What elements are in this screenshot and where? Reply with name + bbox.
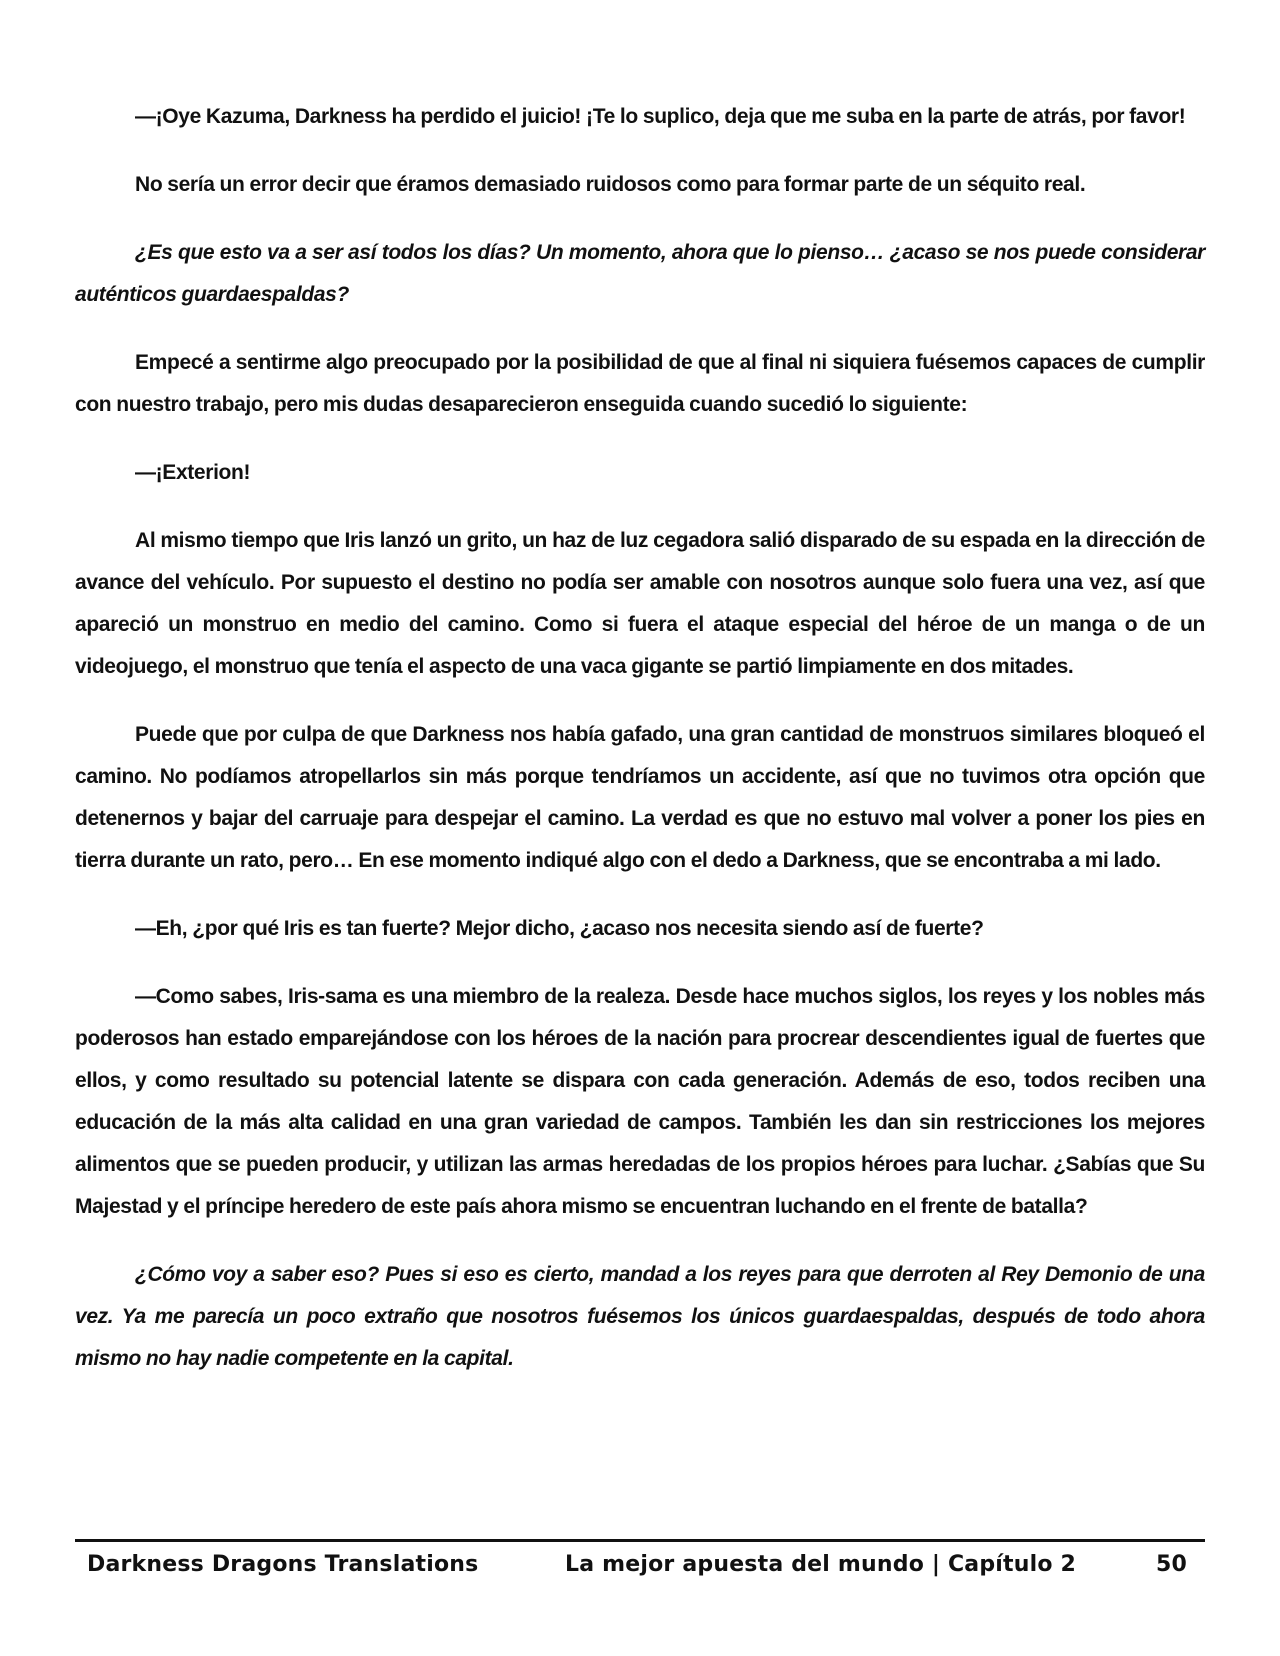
paragraph: Empecé a sentirme algo preocupado por la posibilidad de que al final ni siquiera fuésemos capaces de cumplir con nuestro trabajo, pero mis dudas desaparecieron enseguida cuando sucedió lo siguiente: — [75, 351, 1205, 416]
paragraph: —¡Oye Kazuma, Darkness ha perdido el juicio! ¡Te lo suplico, deja que me suba en la parte de atrás, por favor! — [135, 105, 1186, 128]
paragraph: —¡Exterion! — [135, 461, 251, 484]
paragraph: —Eh, ¿por qué Iris es tan fuerte? Mejor dicho, ¿acaso nos necesita siendo así de fuerte? — [135, 917, 984, 940]
footer-divider — [75, 1539, 1205, 1542]
paragraph: No sería un error decir que éramos demasiado ruidosos como para formar parte de un séquito real. — [135, 173, 1086, 196]
paragraph: Puede que por culpa de que Darkness nos había gafado, una gran cantidad de monstruos similares bloqueó el camino. No podíamos atropellarlos sin más porque tendríamos un accidente, así que no tuvimos otra opción que detenernos y bajar del carruaje para despejar el camino. La verdad es que no estuvo mal volver a poner los pies en tierra durante un rato, pero… En ese momento indiqué algo con el dedo a Darkness, que se encontraba a mi lado. — [75, 723, 1205, 872]
paragraph: —Como sabes, Iris-sama es una miembro de la realeza. Desde hace muchos siglos, los reyes y los nobles más poderosos han estado emparejándose con los héroes de la nación para procrear descendientes igual de fuertes que ellos, y como resultado su potencial latente se dispara con cada generación. Además de eso, todos reciben una educación de la más alta calidad en una gran variedad de campos. También les dan sin restricciones los mejores alimentos que se pueden producir, y utilizan las armas heredadas de los propios héroes para luchar. ¿Sabías que Su Majestad y el príncipe heredero de este país ahora mismo se encuentran luchando en el frente de batalla? — [75, 985, 1205, 1218]
paragraph: Al mismo tiempo que Iris lanzó un grito, un haz de luz cegadora salió disparado de su espada en la dirección de avance del vehículo. Por supuesto el destino no podía ser amable con nosotros aunque solo fuera una vez, así que apareció un monstruo en medio del camino. Como si fuera el ataque especial del héroe de un manga o de un videojuego, el monstruo que tenía el aspecto de una vaca gigante se partió limpiamente en dos mitades. — [75, 529, 1205, 678]
body-text — [75, 96, 1205, 1406]
footer-page-number: 50 — [1155, 1552, 1187, 1577]
page-footer — [75, 1548, 1205, 1588]
paragraph-italic: ¿Es que esto va a ser así todos los días? Un momento, ahora que lo pienso… ¿acaso se nos puede considerar auténticos guardaespaldas? — [75, 241, 1205, 306]
footer-chapter-title: La mejor apuesta del mundo | Capítulo 2 — [565, 1552, 1077, 1577]
footer-translator-name: Darkness Dragons Translations — [87, 1552, 479, 1577]
paragraph-italic: ¿Cómo voy a saber eso? Pues si eso es cierto, mandad a los reyes para que derroten al Rey Demonio de una vez. Ya me parecía un poco extraño que nosotros fuésemos los únicos guardaespaldas, después de todo ahora mismo no hay nadie competente en la capital. — [75, 1263, 1205, 1370]
